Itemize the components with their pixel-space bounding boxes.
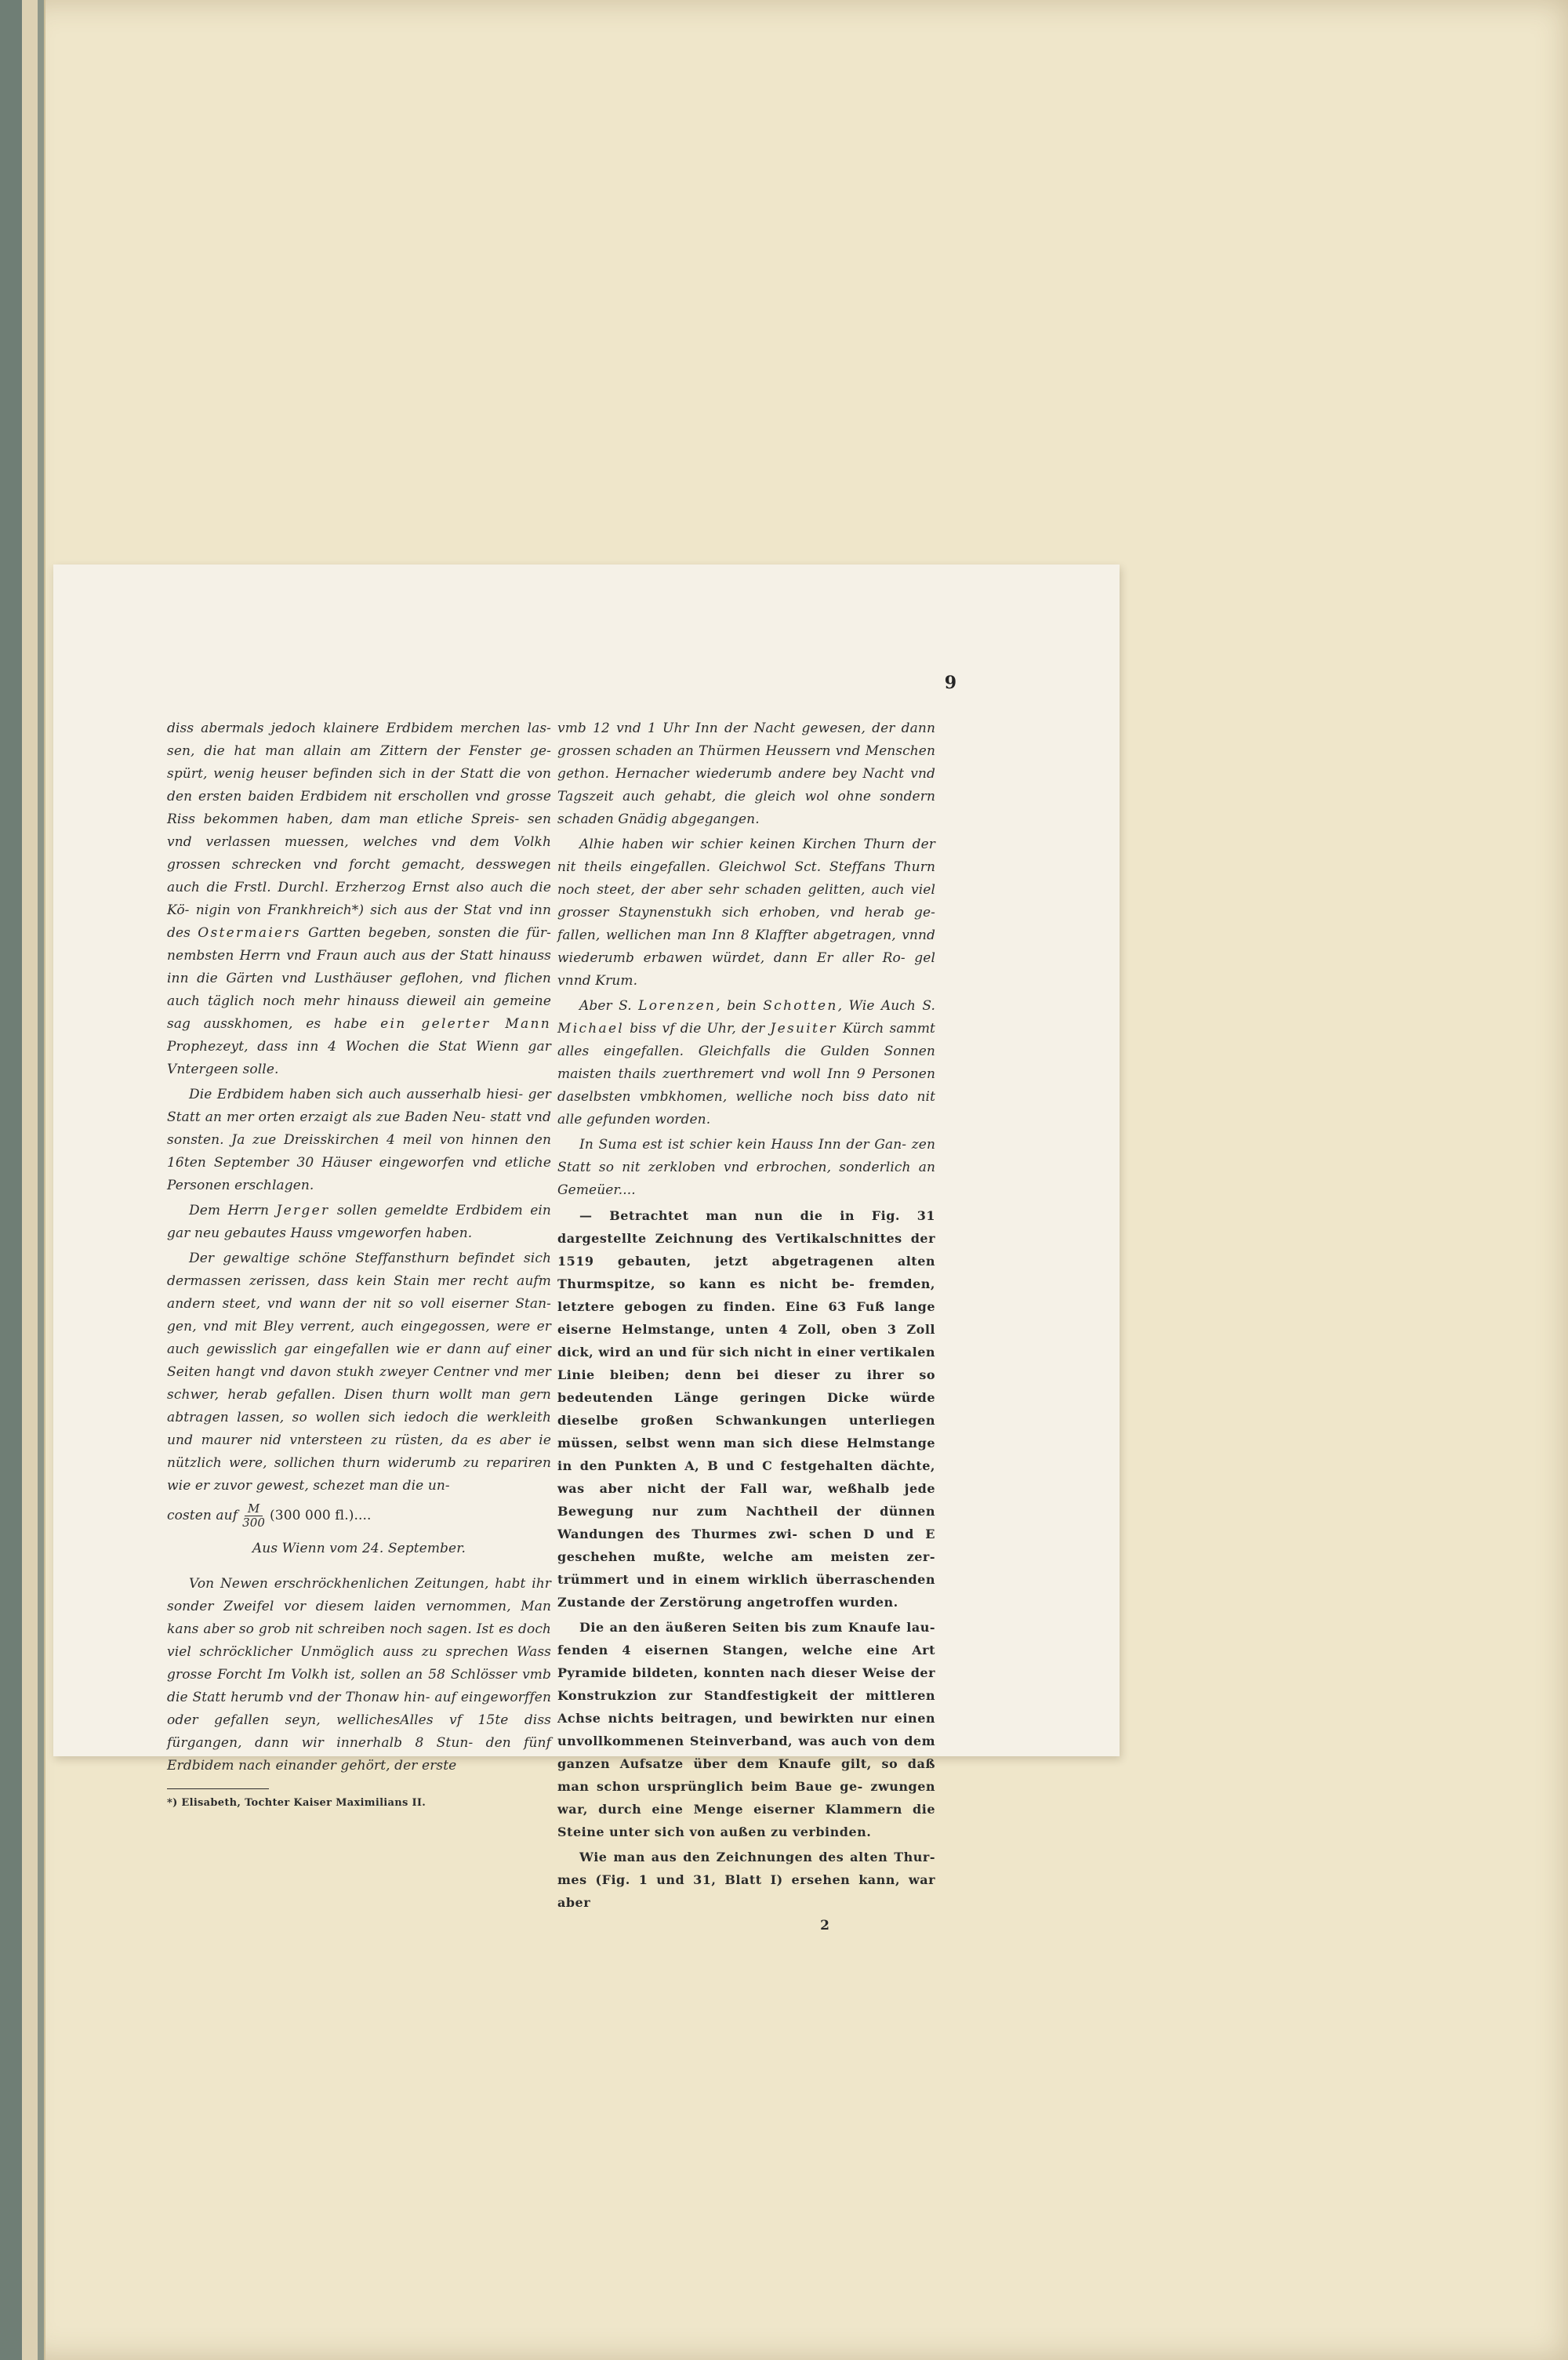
paragraph: Wie man aus den Zeichnungen des alten Thur- mes (Fig. 1 und 31, Blatt I) ersehen kann, war aber (557, 1850, 935, 1910)
fraction: $\frac{M}{300}$ (242, 1501, 266, 1530)
left-column (167, 717, 551, 1811)
paragraph: vmb 12 vnd 1 Uhr Inn der Nacht gewesen, der dann grossen schaden an Thürmen Heussern vnd Menschen gethon. Hernacher wiederumb andere bey Nacht vnd Tagszeit auch gehabt, die gleich wol ohne sondern schaden Gnädig abgegangen. (557, 721, 935, 827)
paragraph: In Suma est ist schier kein Hauss Inn der Gan- zen Statt so nit zerkloben vnd erbrochen, sonderlich an Gemeüer.... (557, 1137, 935, 1198)
footnote-rule (167, 1788, 269, 1789)
paragraph: Die Erdbidem haben sich auch ausserhalb hiesi- ger Statt an mer orten erzaigt als zue Baden Neu- statt vnd sonsten. Ja zue Dreisskirchen 4 meil von hinnen den 16ten September 30 Häuser eingeworfen vnd etliche Personen erschlagen. (167, 1087, 551, 1193)
paragraph: Dem Herrn Jerger sollen gemeldte Erdbidem ein gar neu gebautes Hauss vmgeworfen haben. (167, 1203, 551, 1241)
album-page (22, 0, 1568, 2360)
page-number: 9 (944, 673, 956, 693)
printed-leaf (53, 565, 1120, 1933)
paragraph: Aber S. Lorenzen, bein Schotten, Wie Auch S. Michael biss vf die Uhr, der Jesuiter Kürch sammt alles eingefallen. Gleichfalls die Gulden Sonnen maisten thails zuerthremert vnd woll Inn 9 Personen daselbsten vmbkhomen, welliche noch biss dato nit alle gefunden worden. (557, 998, 935, 1127)
right-column (557, 717, 935, 1937)
dateline: Aus Wienn vom 24. September. (252, 1541, 466, 1556)
paragraph: diss abermals jedoch klainere Erdbidem merchen las- sen, die hat man allain am Zittern der Fenster ge- spürt, wenig heuser befinden sich in der Statt die von den ersten baiden Erdbidem nit erschollen vnd grosse Riss bekommen haben, dam man etliche Spreis- sen vnd verlassen muessen, welches vnd dem Volkh grossen schrecken vnd forcht gemacht, desswegen auch die Frstl. Durchl. Erzherzog Ernst also auch die Kö- nigin von Frankhreich*) sich aus der Stat vnd inn des Ostermaiers Gartten begeben, sonsten die für- nembsten Herrn vnd Fraun auch aus der Statt hinauss inn die Gärten vnd Lusthäuser geflohen, vnd flichen auch täglich noch mehr hinauss dieweil ain gemeine sag ausskhomen, es habe ein gelerter Mann Prophezeyt, dass inn 4 Wochen die Stat Wienn gar Vntergeen solle. (167, 721, 551, 1077)
paragraph: Von Newen erschröckhenlichen Zeitungen, habt ihr sonder Zweifel vor diesem laiden vernommen, Man kans aber so grob nit schreiben noch sagen. Ist es doch viel schröcklicher Unmöglich auss zu sprechen Wass grosse Forcht Im Volkh ist, sollen an 58 Schlösser vmb die Statt herumb vnd der Thonaw hin- auf eingeworffen oder gefallen seyn, wellichesAlles vf 15te diss fürgangen, dann wir innerhalb 8 Stun- den fünf Erdbidem nach einander gehört, der erste (167, 1576, 551, 1774)
paragraph: Alhie haben wir schier keinen Kirchen Thurn der nit theils eingefallen. Gleichwol Sct. Steffans Thurn noch steet, der aber sehr schaden gelitten, auch viel grosser Staynenstukh sich erhoben, vnd herab ge- fallen, wellichen man Inn 8 Klaffter abgetragen, vnnd wiederumb erbawen würdet, dann Er aller Ro- gel vnnd Krum. (557, 837, 935, 989)
album-binding (38, 0, 44, 2360)
paragraph: Die an den äußeren Seiten bis zum Knaufe lau- fenden 4 eisernen Stangen, welche eine Art Pyramide bildeten, konnten nach dieser Weise der Konstrukzion zur Standfestigkeit der mittleren Achse nichts beitragen, und bewirkten nur einen unvollkommenen Steinverband, was auch von dem ganzen Aufsatze über dem Knaufe gilt, so daß man schon ursprünglich beim Baue ge- zwungen war, durch eine Menge eiserner Klammern die Steine unter sich von außen zu verbinden. (557, 1620, 935, 1839)
cost-formula: costen auf $\frac{M}{300}$ (300 000 fl.).... (167, 1501, 372, 1530)
signature-mark: 2 (820, 1918, 829, 1933)
paragraph: Der gewaltige schöne Steffansthurn befindet sich dermassen zerissen, dass kein Stain mer recht aufm andern steet, vnd wann der nit so voll eiserner Stan- gen, vnd mit Bley verrent, auch eingegossen, were er auch gewisslich gar eingefallen wie er dann auf einer Seiten hangt vnd davon stukh zweyer Centner vnd mer schwer, herab gefallen. Disen thurn wollt man gern abtragen lassen, so wollen sich iedoch die werkleith und maurer nid vntersteen zu rüsten, da es aber ie nützlich were, sollichen thurn widerumb zu repariren wie er zuvor gewest, schezet man die un- (167, 1251, 551, 1494)
paragraph: — Betrachtet man nun die in Fig. 31 dargestellte Zeichnung des Vertikalschnittes der 1519 gebauten, jetzt abgetragenen alten Thurmspitze, so kann es nicht be- fremden, letztere gebogen zu finden. Eine 63 Fuß lange eiserne Helmstange, unten 4 Zoll, oben 3 Zoll dick, wird an und für sich nicht in einer vertikalen Linie bleiben; denn bei dieser zu ihrer so bedeutenden Länge geringen Dicke würde dieselbe großen Schwankungen unterliegen müssen, selbst wenn man sich diese Helmstange in den Punkten A, B und C festgehalten dächte, was aber nicht der Fall war, weßhalb jede Bewegung nur zum Nachtheil der dünnen Wandungen des Thurmes zwi- schen D und E geschehen mußte, welche am meisten zer- trümmert und in einem wirklich überraschenden Zustande der Zerstörung angetroffen wurden. (557, 1208, 935, 1610)
footnote: *) Elisabeth, Tochter Kaiser Maximilians II. (167, 1797, 426, 1809)
